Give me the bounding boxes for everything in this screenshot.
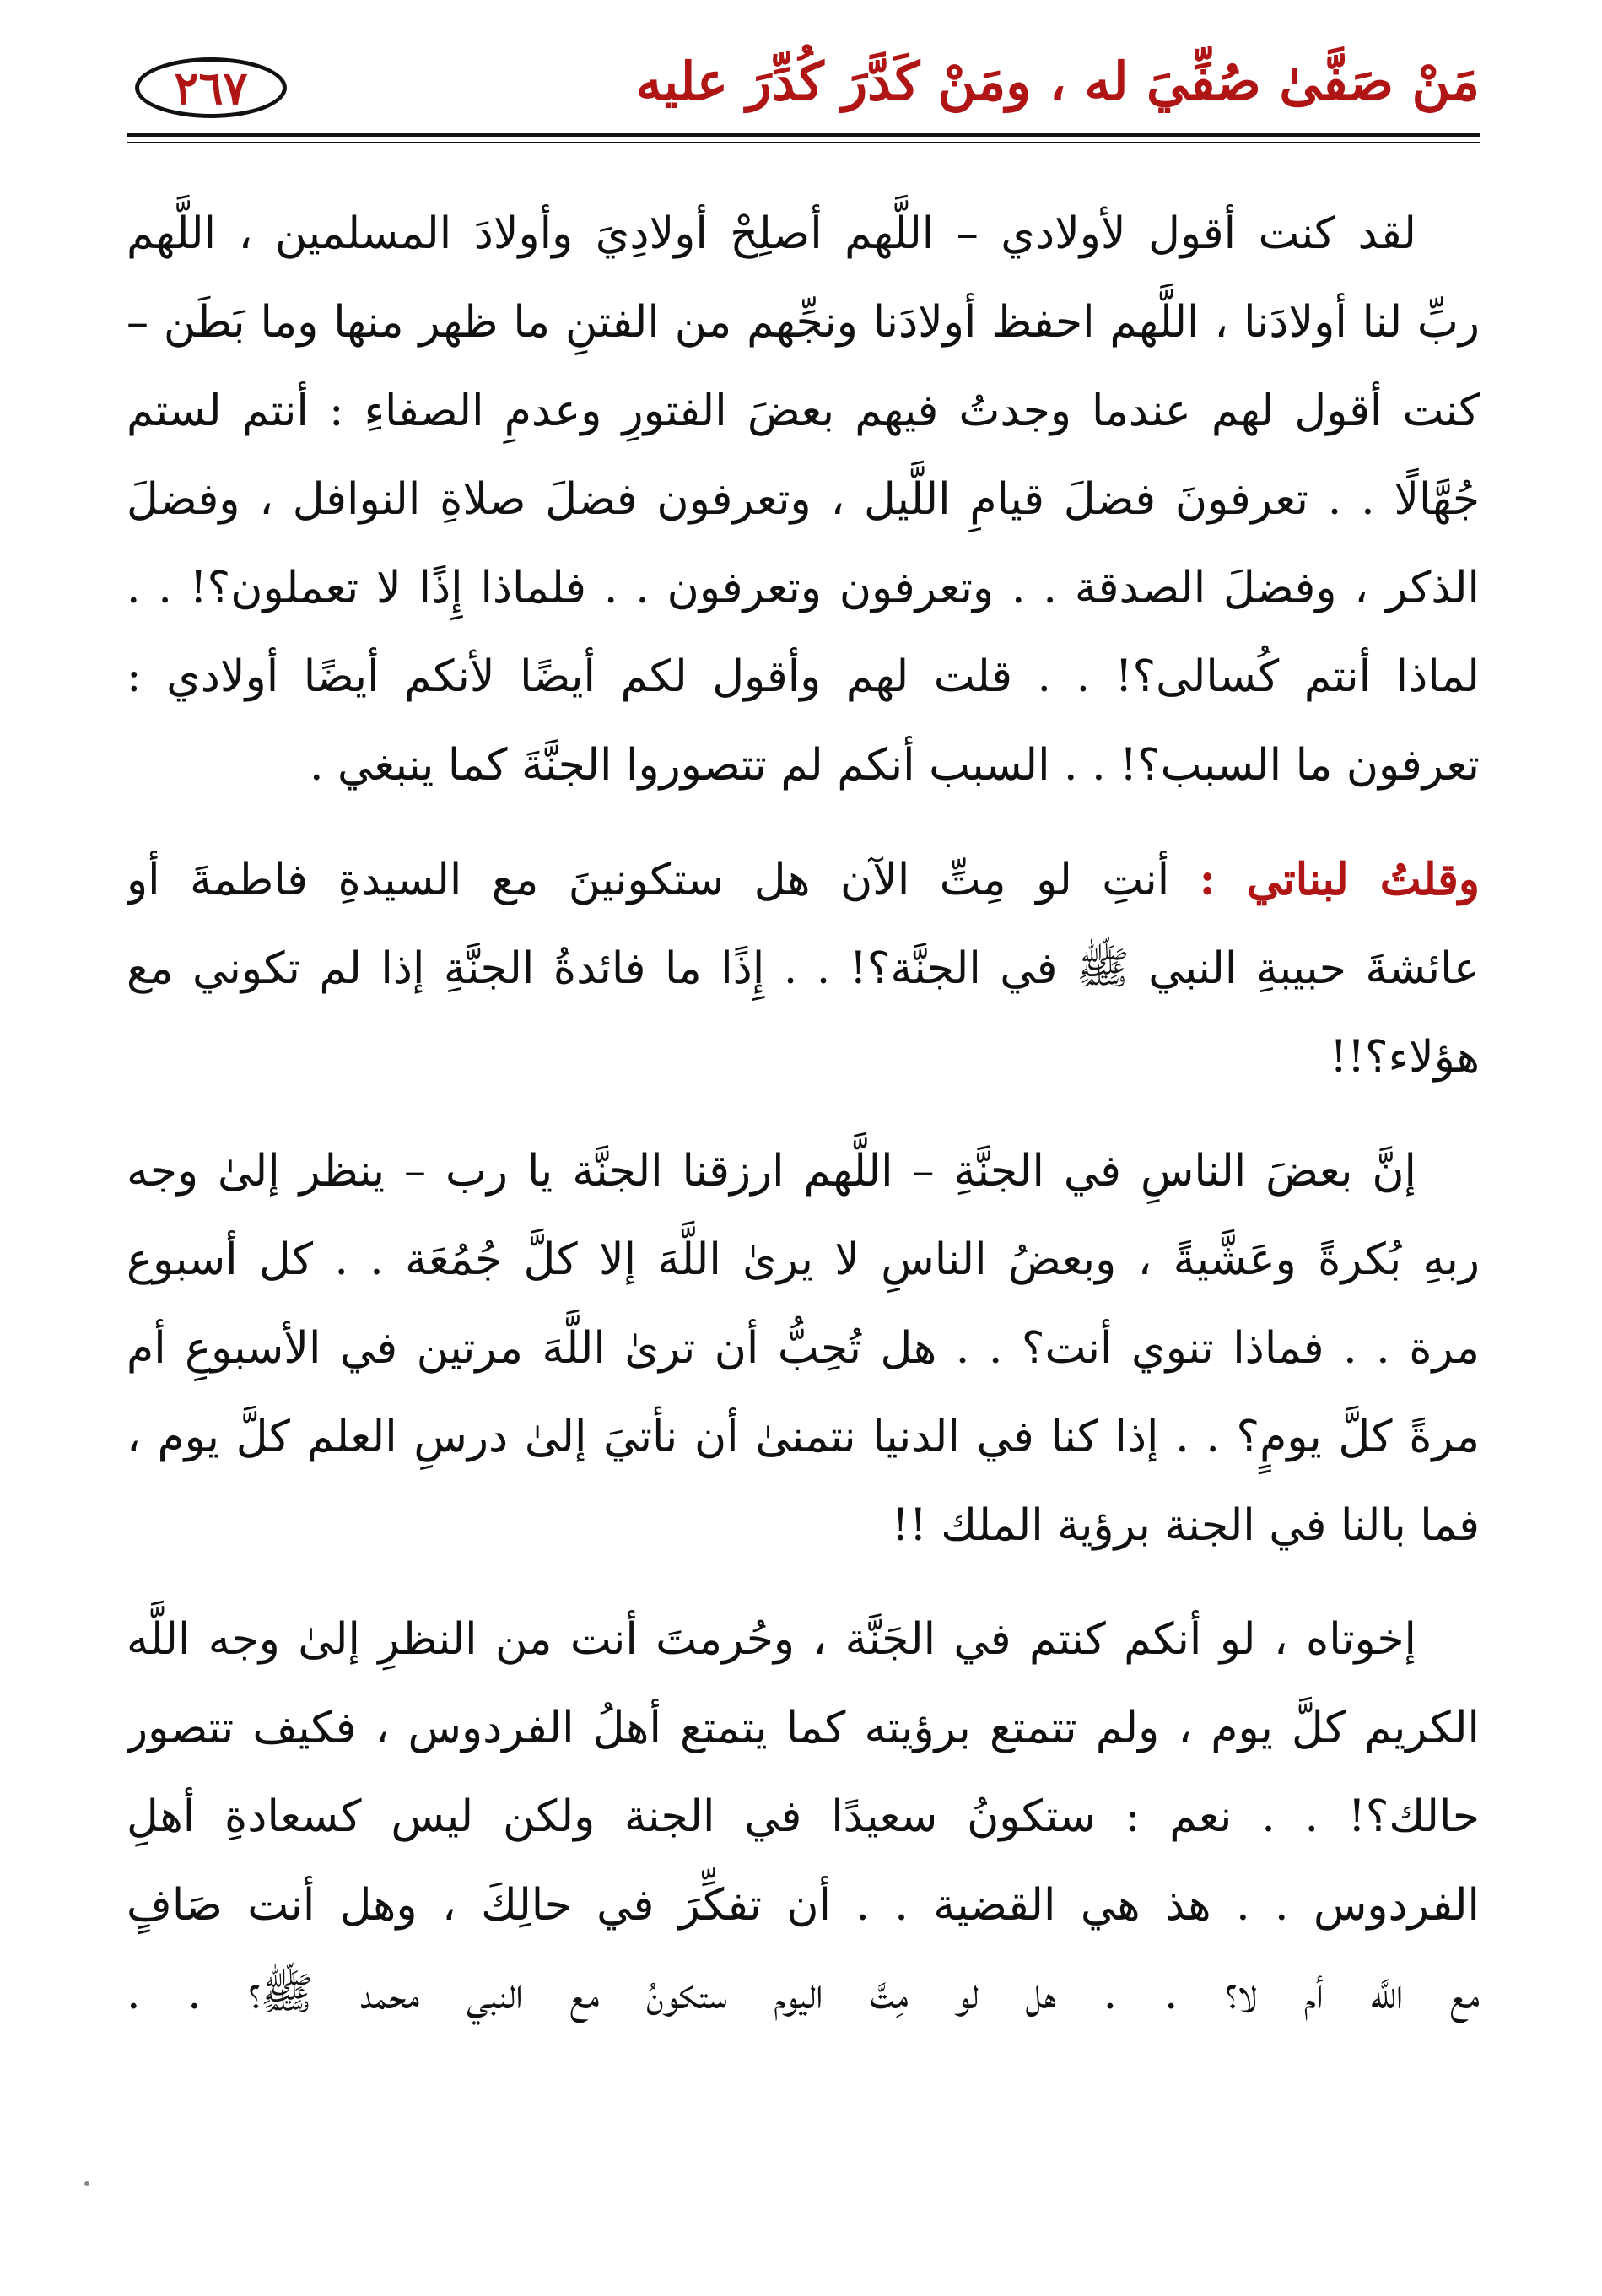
text-line: مع اللَّه أم لا؟ . . هل لو مِتَّ اليوم ستكونُ مع النبي محمد ﷺ؟ . . [127,1969,1480,2019]
scan-speck [84,2181,89,2186]
body-text [127,190,1480,2039]
text-line: الفردوس . . هذ هي القضية . . أن تفكِّرَ في حالِكَ ، وهل أنت صَافٍ [127,1880,1480,1931]
text-line: تعرفون ما السبب؟! . . السبب أنكم لم تتصوروا الجنَّةَ كما ينبغي . [309,740,1480,791]
text-line: مرة . . فماذا تنوي أنت؟ . . هل تُحِبُّ أن ترىٰ اللَّهَ مرتين في الأسبوعِ أم [127,1323,1480,1374]
page-header [127,42,1480,135]
text-line: فما بالنا في الجنة برؤية الملك !! [891,1500,1480,1551]
text-line: جُهَّالًا . . تعرفونَ فضلَ قيامِ اللَّيل ، وتعرفون فضلَ صلاةِ النوافل ، وفضلَ [127,474,1480,525]
text-line: لماذا أنتم كُسالى؟! . . قلت لهم وأقول لكم أيضًا لأنكم أيضًا أولادي : [127,651,1480,702]
text-line: الذكر ، وفضلَ الصدقة . . وتعرفون وتعرفون . . فلماذا إِذًا لا تعملون؟! . . [127,563,1480,613]
text-line: عائشةَ حبيبةِ النبي ﷺ في الجنَّة؟! . . إِذًا ما فائدةُ الجنَّةِ إذا لم تكوني مع [127,943,1480,994]
paragraph [127,1596,1480,2039]
paragraph [127,190,1480,810]
lead-phrase: وقلتُ لبناتي : [1199,854,1480,905]
header-rule-thick [127,133,1480,137]
text-line: إخوتاه ، لو أنكم كنتم في الجَنَّة ، وحُرمتَ أنت من النظرِ إلىٰ وجه اللَّه [127,1614,1416,1665]
paragraph-gap [127,1570,1480,1596]
text-line-content: أنتِ لو مِتِّ الآن هل ستكونينَ مع السيدةِ فاطمةَ أو [127,855,1170,905]
text-line: حالك؟! . . نعم : ستكونُ سعيدًا في الجنة ولكن ليس كسعادةِ أهلِ [127,1791,1480,1842]
text-line: ربِّ لنا أولادَنا ، اللَّهم احفظ أولادَنا ونجِّهم من الفتنِ ما ظهر منها وما بَطَن – [127,297,1480,348]
text-line: هؤلاء؟!! [1330,1032,1480,1083]
paragraph-gap [127,810,1480,835]
text-line: لقد كنت أقول لأولادي – اللَّهم أصلِحْ أولادِيَ وأولادَ المسلمين ، اللَّهم [127,208,1416,259]
paragraph [127,835,1480,1102]
text-line: كنت أقول لهم عندما وجدتُ فيهم بعضَ الفتورِ وعدمِ الصفاءِ : أنتم لستم [127,386,1480,436]
text-line: ربهِ بُكرةً وعَشَّيةً ، وبعضُ الناسِ لا يرىٰ اللَّهَ إلا كلَّ جُمُعَة . . كل أسبوع [127,1234,1480,1285]
paragraph [127,1127,1480,1570]
text-line: مرةً كلَّ يومٍ؟ . . إذا كنا في الدنيا نتمنىٰ أن نأتيَ إلىٰ درسِ العلم كلَّ يوم ، [127,1412,1480,1462]
paragraph-gap [127,1102,1480,1127]
text-line: إنَّ بعضَ الناسِ في الجنَّةِ – اللَّهم ارزقنا الجنَّة يا رب – ينظر إلىٰ وجه [127,1146,1416,1197]
text-line [127,835,1480,925]
running-title: مَنْ صَفَّىٰ صُفِّيَ له ، ومَنْ كَدَّرَ كُدِّرَ عليه [635,51,1480,112]
text-line: الكريم كلَّ يوم ، ولم تتمتع برؤيته كما يتمتع أهلُ الفردوس ، فكيف تتصور [127,1703,1480,1753]
header-rule-thin [127,142,1480,143]
page-number: ٢٦٧ [135,57,287,118]
